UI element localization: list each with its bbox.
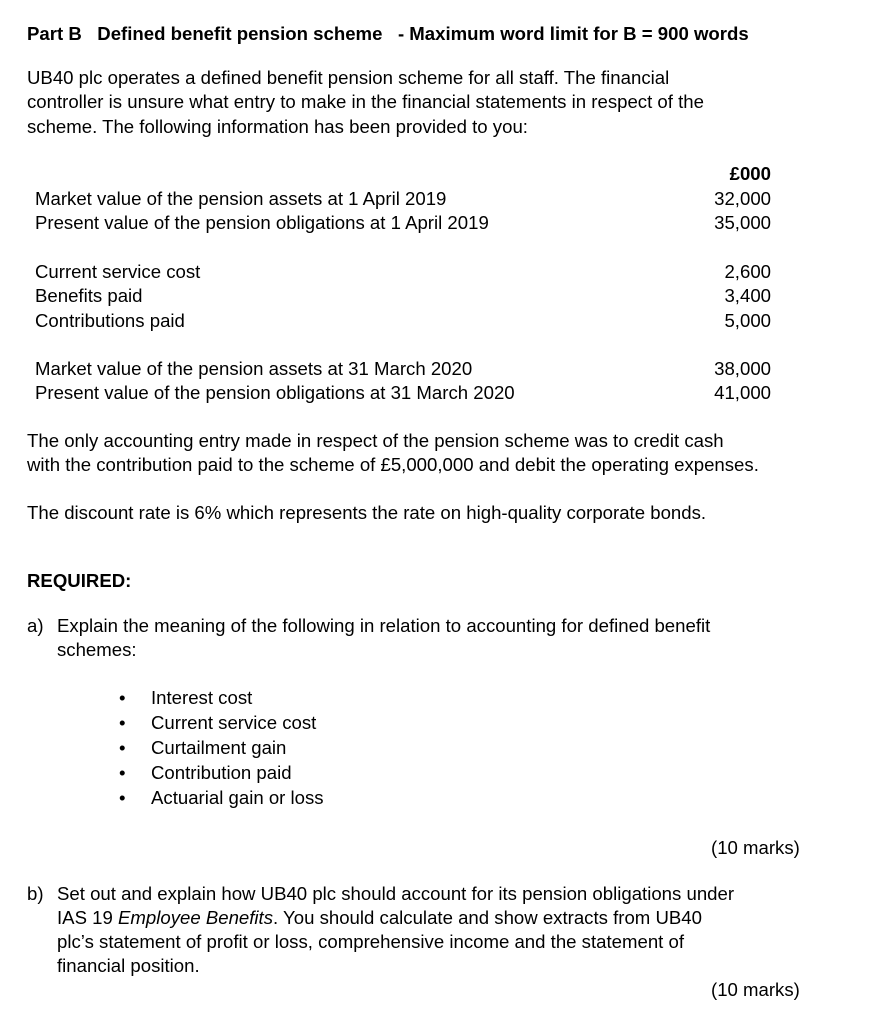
title-word-limit: - Maximum word limit for B = 900 words bbox=[397, 23, 749, 44]
table-row-label: Contributions paid bbox=[35, 310, 185, 331]
bullet-item: Actuarial gain or loss bbox=[151, 787, 324, 808]
question-b-line-2-pre: IAS 19 bbox=[57, 907, 118, 928]
note-1-line-2: with the contribution paid to the scheme of £5,000,000 and debit the operating expenses. bbox=[27, 454, 759, 475]
table-row-label: Market value of the pension assets at 1 April 2019 bbox=[35, 188, 447, 209]
question-b-marks: (10 marks) bbox=[711, 979, 800, 1000]
table-row-label: Present value of the pension obligations at 31 March 2020 bbox=[35, 382, 515, 403]
title-name: Defined benefit pension scheme bbox=[97, 23, 383, 44]
bullet-item: Current service cost bbox=[151, 712, 317, 733]
table-row-value: 2,600 bbox=[724, 261, 771, 282]
table-row-value: 5,000 bbox=[724, 310, 771, 331]
table-row-label: Market value of the pension assets at 31 March 2020 bbox=[35, 358, 473, 379]
bullet-item: Interest cost bbox=[151, 687, 253, 708]
bullet-item: Contribution paid bbox=[151, 762, 292, 783]
note-1-line-1: The only accounting entry made in respect of the pension scheme was to credit cash bbox=[27, 430, 724, 451]
table-row-label: Current service cost bbox=[35, 261, 201, 282]
intro-line-1: UB40 plc operates a defined benefit pension scheme for all staff. The financial bbox=[27, 67, 670, 88]
question-b-letter: b) bbox=[27, 883, 44, 904]
table-row-label: Present value of the pension obligations at 1 April 2019 bbox=[35, 212, 489, 233]
bullet-icon: • bbox=[119, 712, 126, 733]
question-a-line-2: schemes: bbox=[57, 639, 137, 660]
page-title bbox=[27, 22, 749, 47]
bullet-icon: • bbox=[119, 762, 126, 783]
question-b-line-4: financial position. bbox=[57, 955, 200, 976]
question-b-line-2-post: . You should calculate and show extracts from UB40 bbox=[273, 907, 702, 928]
table-row-value: 35,000 bbox=[714, 212, 771, 233]
note-2: The discount rate is 6% which represents the rate on high-quality corporate bonds. bbox=[27, 502, 707, 523]
question-a-letter: a) bbox=[27, 615, 44, 636]
table-unit-header: £000 bbox=[729, 163, 771, 184]
bullet-icon: • bbox=[119, 737, 126, 758]
bullet-item: Curtailment gain bbox=[151, 737, 287, 758]
standard-title: Employee Benefits bbox=[117, 907, 274, 928]
intro-line-2: controller is unsure what entry to make in the financial statements in respect of the bbox=[27, 91, 704, 112]
required-heading: REQUIRED: bbox=[27, 570, 132, 591]
question-b-line-1: Set out and explain how UB40 plc should account for its pension obligations under bbox=[57, 883, 735, 904]
bullet-icon: • bbox=[119, 687, 126, 708]
table-row-value: 38,000 bbox=[714, 358, 771, 379]
question-b-line-2 bbox=[57, 906, 702, 931]
question-b-line-3: plc’s statement of profit or loss, comprehensive income and the statement of bbox=[57, 931, 684, 952]
table-row-label: Benefits paid bbox=[35, 285, 143, 306]
question-a-line-1: Explain the meaning of the following in relation to accounting for defined benefit bbox=[57, 615, 711, 636]
question-a-marks: (10 marks) bbox=[711, 837, 800, 858]
table-row-value: 3,400 bbox=[724, 285, 771, 306]
table-row-value: 32,000 bbox=[714, 188, 771, 209]
intro-line-3: scheme. The following information has been provided to you: bbox=[27, 116, 528, 137]
table-row-value: 41,000 bbox=[714, 382, 771, 403]
bullet-icon: • bbox=[119, 787, 126, 808]
title-part: Part B bbox=[27, 23, 82, 44]
